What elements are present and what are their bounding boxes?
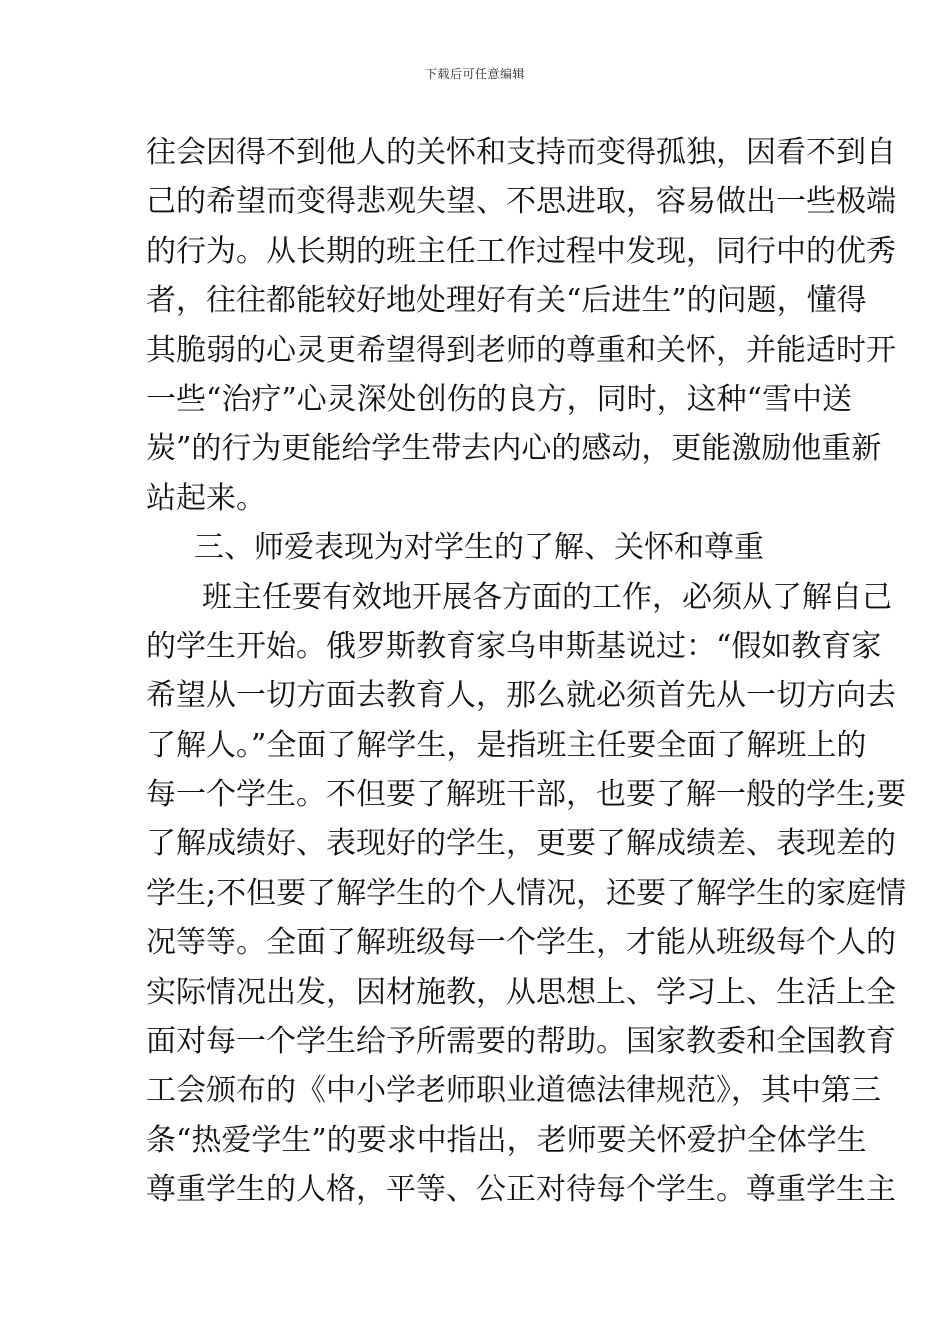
text-line: 者，往往都能较好地处理好有关“后进生”的问题，懂得 [146, 283, 867, 319]
paragraph-1 [146, 128, 896, 523]
text-line: 班主任要有效地开展各方面的工作，必须从了解自己 [202, 579, 892, 615]
text-line: 学生;不但要了解学生的个人情况，还要了解学生的家庭情 [146, 875, 907, 911]
text-line: 工会颁布的《中小学老师职业道德法律规范》，其中第三 [146, 1073, 881, 1109]
text-line: 炭”的行为更能给学生带去内心的感动，更能激励他重新 [146, 431, 882, 467]
text-line: 的行为。从长期的班主任工作过程中发现，同行中的优秀 [146, 233, 896, 269]
text-line: 实际情况出发，因材施教，从思想上、学习上、生活上全 [146, 974, 896, 1010]
text-line: 条“热爱学生”的要求中指出，老师要关怀爱护全体学生 [146, 1122, 867, 1158]
text-line: 尊重学生的人格，平等、公正对待每个学生。尊重学生主 [146, 1172, 896, 1208]
document-body [146, 128, 907, 1215]
text-line: 站起来。 [146, 480, 266, 516]
text-line: 每一个学生。不但要了解班干部，也要了解一般的学生;要 [146, 777, 907, 813]
text-line: 其脆弱的心灵更希望得到老师的尊重和关怀，并能适时开 [146, 332, 896, 368]
page-header-caption: 下载后可任意编辑 [424, 67, 525, 81]
text-line: 己的希望而变得悲观失望、不思进取，容易做出一些极端 [146, 184, 896, 220]
text-line: 面对每一个学生给予所需要的帮助。国家教委和全国教育 [146, 1024, 896, 1060]
text-line: 了解人。”全面了解学生，是指班主任要全面了解班上的 [146, 727, 867, 763]
text-line: 往会因得不到他人的关怀和支持而变得孤独，因看不到自 [146, 135, 896, 170]
text-line: 一些“治疗”心灵深处创伤的良方，同时，这种“雪中送 [146, 381, 853, 417]
text-line: 了解成绩好、表现好的学生，更要了解成绩差、表现差的 [146, 826, 896, 862]
text-line: 希望从一切方面去教育人，那么就必须首先从一切方向去 [146, 678, 896, 714]
section-heading: 三、师爱表现为对学生的了解、关怀和尊重 [194, 530, 764, 566]
paragraph-2 [146, 573, 907, 1215]
text-line: 的学生开始。俄罗斯教育家乌申斯基说过：“假如教育家 [146, 628, 882, 664]
text-line: 况等等。全面了解班级每一个学生，才能从班级每个人的 [146, 925, 896, 961]
